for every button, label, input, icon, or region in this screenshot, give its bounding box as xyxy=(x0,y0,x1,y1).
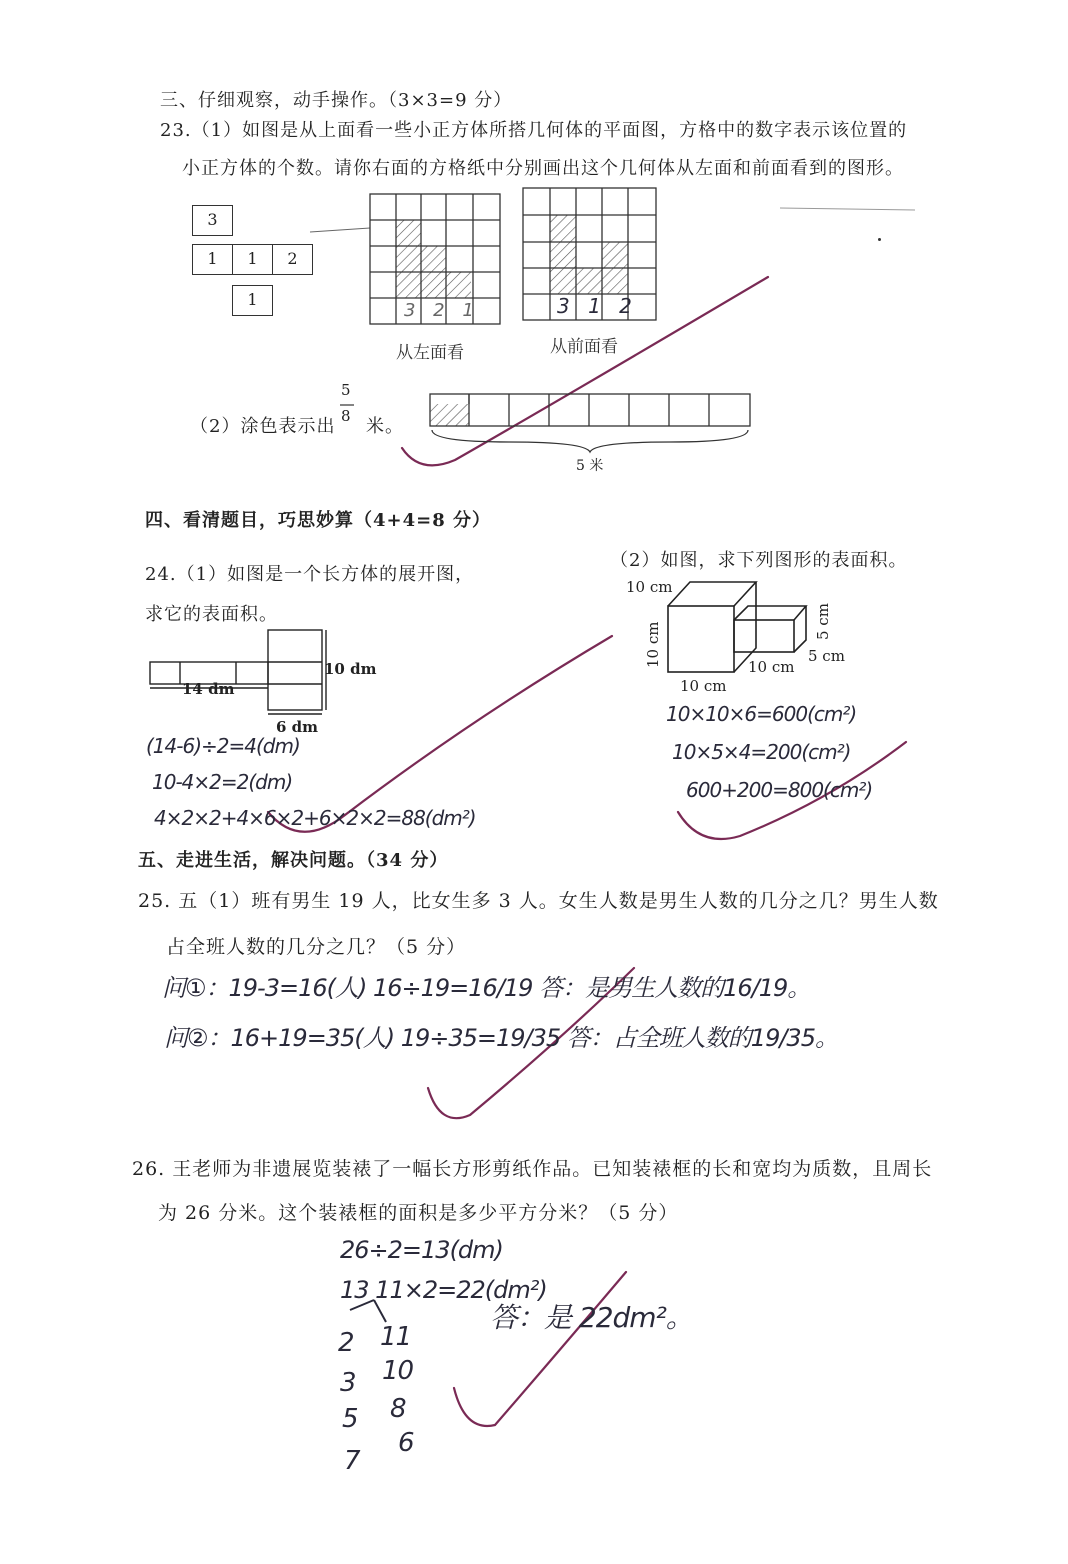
fig-label-bottom: 10 cm xyxy=(680,677,727,695)
top-view-cell: 1 xyxy=(192,244,233,275)
pair-right: 11 xyxy=(380,1322,412,1352)
handwritten-answer: (14-6)÷2=4(dm) xyxy=(146,734,300,758)
handwritten-answer: 600+200=800(cm²) xyxy=(686,778,873,802)
handwritten-answer: 10×5×4=200(cm²) xyxy=(672,740,851,764)
handwritten-answer: 26÷2=13(dm) xyxy=(340,1236,503,1264)
front-view-caption: 从前面看 xyxy=(550,337,618,357)
pair-right: 8 xyxy=(390,1394,406,1424)
stray-line xyxy=(780,208,915,210)
check-mark xyxy=(268,636,612,832)
net-label-10dm: 10 dm xyxy=(324,660,377,678)
fig-label-left: 10 cm xyxy=(644,621,662,668)
fig-label-small-depth: 5 cm xyxy=(808,647,845,665)
net-label-6dm: 6 dm xyxy=(276,718,319,736)
q25-line1: 25. 五（1）班有男生 19 人，比女生多 3 人。女生人数是男生人数的几分之几？男生人数 xyxy=(138,890,939,912)
pair-right: 10 xyxy=(382,1356,414,1386)
handwritten-answer: 问①：19-3=16(人) 16÷19=16/19 答：是男生人数的16/19。 xyxy=(162,974,811,1002)
top-view-cell: 3 xyxy=(192,205,233,236)
pair-right: 6 xyxy=(398,1428,414,1458)
q26-line2: 为 26 分米。这个装裱框的面积是多少平方分米？（5 分） xyxy=(158,1202,679,1224)
fig-label-small-height: 5 cm xyxy=(814,603,832,640)
top-view-cell: 1 xyxy=(232,285,273,316)
handwritten-answer: 10-4×2=2(dm) xyxy=(152,770,293,794)
fraction-numerator: 5 xyxy=(341,381,351,399)
left-view-caption: 从左面看 xyxy=(396,343,464,363)
q23-2-label: （2）涂色表示出 xyxy=(190,416,336,437)
fig-label-top: 10 cm xyxy=(626,578,673,596)
q24-1-line2: 求它的表面积。 xyxy=(145,604,278,625)
pair-left: 5 xyxy=(342,1404,358,1434)
pair-left: 3 xyxy=(340,1368,356,1398)
handwritten-answer: 10×10×6=600(cm²) xyxy=(666,702,857,726)
section4-heading: 四、看清题目，巧思妙算（4+4=8 分） xyxy=(145,510,492,531)
fraction-denominator: 8 xyxy=(341,407,351,425)
left-view-handwritten-numbers: 3 2 1 xyxy=(404,300,480,321)
fig-label-small-length: 10 cm xyxy=(748,658,795,676)
handwritten-answer: 答：是 22dm²。 xyxy=(490,1301,693,1334)
handwritten-answer: 4×2×2+4×6×2+6×2×2=88(dm²) xyxy=(154,806,476,830)
top-view-cell: 1 xyxy=(232,244,273,275)
net-label-14dm: 14 dm xyxy=(182,680,235,698)
q24-1-line1: 24.（1）如图是一个长方体的展开图， xyxy=(145,564,475,585)
stray-dot xyxy=(878,238,881,241)
q26-line1: 26. 王老师为非遗展览装裱了一幅长方形剪纸作品。已知装裱框的长和宽均为质数，且周长 xyxy=(132,1158,933,1180)
section5-heading: 五、走进生活，解决问题。（34 分） xyxy=(138,850,449,871)
handwritten-answer: 问②：16+19=35(人) 19÷35=19/35 答：占全班人数的19/35。 xyxy=(164,1024,838,1052)
top-view-cell: 2 xyxy=(272,244,313,275)
bar-total-label: 5 米 xyxy=(576,458,604,474)
q23-line2: 小正方体的个数。请你右面的方格纸中分别画出这个几何体从左面和前面看到的图形。 xyxy=(182,158,904,179)
q23-2-unit: 米。 xyxy=(366,416,404,437)
section3-heading: 三、仔细观察，动手操作。（3×3=9 分） xyxy=(160,90,513,111)
q25-line2: 占全班人数的几分之几？（5 分） xyxy=(166,936,467,958)
cuboid-net xyxy=(150,630,326,714)
pair-left: 7 xyxy=(344,1446,360,1476)
pair-left: 2 xyxy=(338,1328,354,1358)
q24-2-text: （2）如图，求下列图形的表面积。 xyxy=(610,550,908,571)
front-view-handwritten-numbers: 3 1 2 xyxy=(557,294,638,318)
handwritten-answer: 13 11×2=22(dm²) xyxy=(340,1276,547,1304)
q23-line1: 23.（1）如图是从上面看一些小正方体所搭几何体的平面图，方格中的数字表示该位置的 xyxy=(160,120,908,141)
stray-line xyxy=(310,228,370,232)
fraction-bar xyxy=(430,394,750,452)
